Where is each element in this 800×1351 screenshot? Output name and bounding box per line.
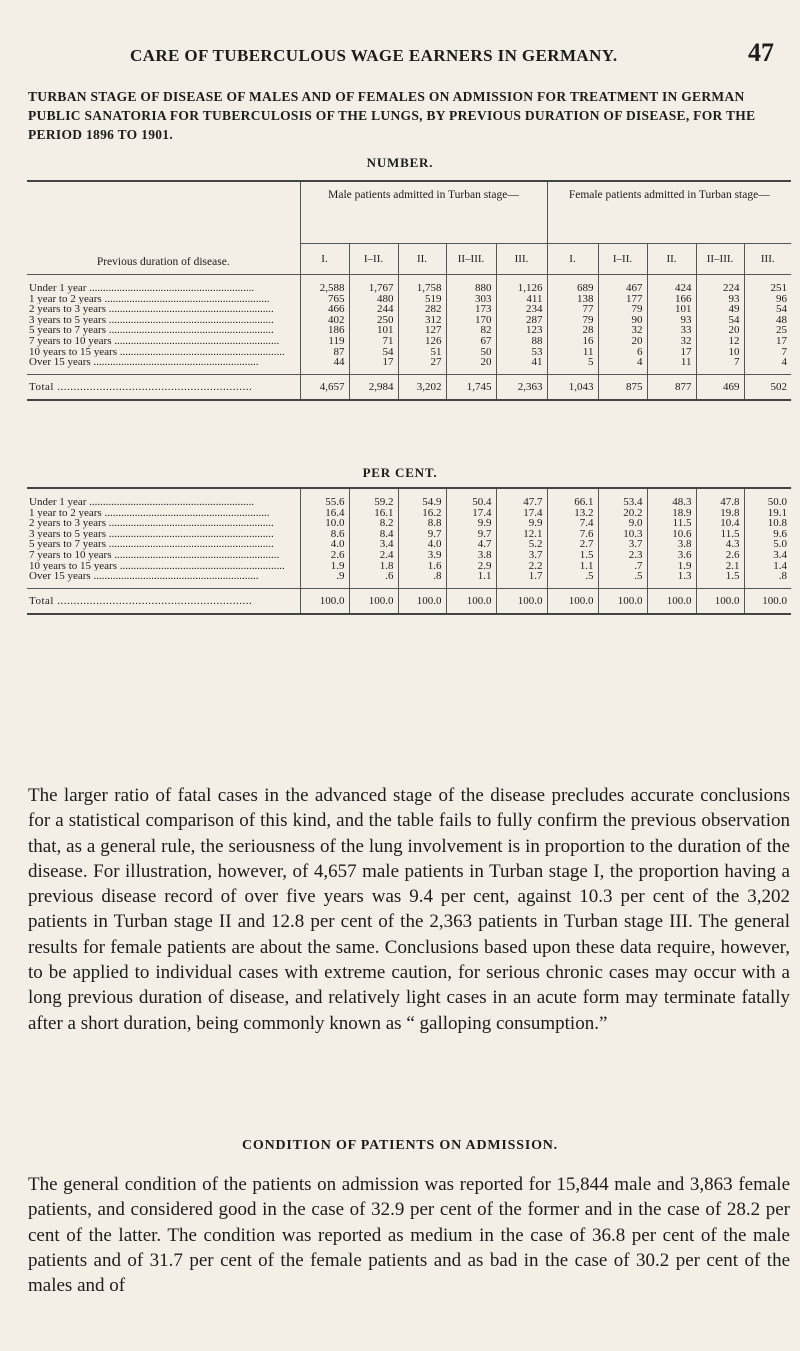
table-cell: 8.8 <box>398 518 446 529</box>
table-cell: 53 <box>496 347 547 358</box>
stage-header: II. <box>647 244 696 275</box>
table-cell: 2.1 <box>696 561 744 572</box>
stage-header: I–II. <box>598 244 647 275</box>
row-label: 3 years to 5 years ............................................................ <box>29 528 274 540</box>
table-cell: 50.0 <box>744 488 791 508</box>
total-label: Total ............................................................ <box>27 588 300 614</box>
table-cell: 67 <box>446 336 496 347</box>
stage-header: I–II. <box>349 244 398 275</box>
row-label: 5 years to 7 years ............................................................ <box>29 539 274 550</box>
table-cell: 59.2 <box>349 488 398 508</box>
table-cell: .5 <box>598 571 647 588</box>
table-cell: 119 <box>300 336 349 347</box>
table-cell: 1.9 <box>647 561 696 572</box>
table-row <box>27 315 791 326</box>
paragraph: The general condition of the patients on admission was reported for 15,844 male and 3,863 female patients, and considered good in the case of 32.9 per cent of the former and in the case of 28.2 per cent of the latter. The condition was reported as medium in the case of 36.8 per cent of the male patients and of 31.7 per cent of the female patients and as bad in the case of 30.2 per cent of the males and of <box>28 1174 790 1297</box>
table-cell: 2.9 <box>446 561 496 572</box>
total-cell: 469 <box>696 374 744 400</box>
table-cell: 41 <box>496 357 547 374</box>
total-row <box>27 374 791 400</box>
table-cell: 9.6 <box>744 529 791 540</box>
table-cell: 411 <box>496 294 547 305</box>
table-cell: 7 <box>744 347 791 358</box>
row-label: 5 years to 7 years ............................................................ <box>29 325 274 336</box>
table-cell: 1.6 <box>398 561 446 572</box>
total-cell: 502 <box>744 374 791 400</box>
table-cell: 3.7 <box>496 550 547 561</box>
table-cell: 2,588 <box>300 275 349 294</box>
table-cell: 5.0 <box>744 539 791 550</box>
table-cell: 13.2 <box>547 508 598 519</box>
total-cell: 877 <box>647 374 696 400</box>
table-cell: 123 <box>496 325 547 336</box>
table-cell: 101 <box>647 304 696 315</box>
row-label: 10 years to 15 years ............................................................ <box>29 346 285 358</box>
table-cell: 2.6 <box>696 550 744 561</box>
table-cell: 10.6 <box>647 529 696 540</box>
table-cell: 765 <box>300 294 349 305</box>
table-cell: 32 <box>598 325 647 336</box>
table-cell: 1,758 <box>398 275 446 294</box>
total-row <box>27 588 791 614</box>
table-cell: 9.9 <box>446 518 496 529</box>
table-cell: 82 <box>446 325 496 336</box>
table-cell: 12.1 <box>496 529 547 540</box>
table-cell: 77 <box>547 304 598 315</box>
table-cell: 20 <box>598 336 647 347</box>
table-cell: 2.6 <box>300 550 349 561</box>
table-row <box>27 539 791 550</box>
table-cell: 2.4 <box>349 550 398 561</box>
table-cell: 96 <box>744 294 791 305</box>
total-cell: 2,363 <box>496 374 547 400</box>
table-cell: .6 <box>349 571 398 588</box>
table-cell: 1,767 <box>349 275 398 294</box>
table-cell: 17.4 <box>446 508 496 519</box>
table-cell: 3.7 <box>598 539 647 550</box>
table-cell: 234 <box>496 304 547 315</box>
table-cell: 11 <box>647 357 696 374</box>
table-cell: 5 <box>547 357 598 374</box>
table-cell: 2.7 <box>547 539 598 550</box>
row-label: Under 1 year ............................................................ <box>29 496 255 508</box>
table-cell: 424 <box>647 275 696 294</box>
table-cell: 16.2 <box>398 508 446 519</box>
row-label: 1 year to 2 years ............................................................ <box>29 293 270 305</box>
table-cell: 54 <box>744 304 791 315</box>
table-cell: 49 <box>696 304 744 315</box>
table-cell: 18.9 <box>647 508 696 519</box>
table-cell: 6 <box>598 347 647 358</box>
row-header: Previous duration of disease. <box>27 181 300 275</box>
table-cell: 312 <box>398 315 446 326</box>
row-label: Over 15 years ............................................................ <box>29 357 259 369</box>
table-cell: 47.7 <box>496 488 547 508</box>
table-cell: 250 <box>349 315 398 326</box>
table-cell: 71 <box>349 336 398 347</box>
table-cell: 12 <box>696 336 744 347</box>
table-cell: 28 <box>547 325 598 336</box>
stage-header: I. <box>300 244 349 275</box>
table-cell: 11.5 <box>647 518 696 529</box>
stage-header: III. <box>496 244 547 275</box>
table-cell: 2.3 <box>598 550 647 561</box>
row-label: Under 1 year ............................................................ <box>29 282 255 294</box>
table-cell: 3.8 <box>446 550 496 561</box>
table-cell: 224 <box>696 275 744 294</box>
table-cell: 7.6 <box>547 529 598 540</box>
table-cell: 244 <box>349 304 398 315</box>
table-cell: 54 <box>696 315 744 326</box>
table-cell: 689 <box>547 275 598 294</box>
table-cell: 1.3 <box>647 571 696 588</box>
row-label: 7 years to 10 years ............................................................ <box>29 335 280 347</box>
table-row <box>27 550 791 561</box>
table-cell: 87 <box>300 347 349 358</box>
table-cell: 9.0 <box>598 518 647 529</box>
table-cell: 282 <box>398 304 446 315</box>
total-cell: 100.0 <box>647 588 696 614</box>
percent-section-title: PER CENT. <box>362 465 438 480</box>
table-cell: 1.7 <box>496 571 547 588</box>
stage-header: II–III. <box>696 244 744 275</box>
table-cell: 1.9 <box>300 561 349 572</box>
table-cell: 93 <box>647 315 696 326</box>
table-cell: 480 <box>349 294 398 305</box>
table-cell: 55.6 <box>300 488 349 508</box>
table-cell: 27 <box>398 357 446 374</box>
table-cell: 303 <box>446 294 496 305</box>
table-cell: 32 <box>647 336 696 347</box>
table-cell: .8 <box>744 571 791 588</box>
table-cell: 7 <box>696 357 744 374</box>
table-cell: 1,126 <box>496 275 547 294</box>
table-cell: 519 <box>398 294 446 305</box>
total-cell: 100.0 <box>598 588 647 614</box>
table-row <box>27 571 791 588</box>
table-cell: 19.1 <box>744 508 791 519</box>
table-cell: 88 <box>496 336 547 347</box>
table-cell: 20.2 <box>598 508 647 519</box>
table-cell: 138 <box>547 294 598 305</box>
table-cell: 33 <box>647 325 696 336</box>
table-cell: 466 <box>300 304 349 315</box>
table-cell: 20 <box>696 325 744 336</box>
table-cell: 251 <box>744 275 791 294</box>
table-cell: 1.5 <box>696 571 744 588</box>
percent-table <box>27 487 791 615</box>
row-label: 2 years to 3 years ............................................................ <box>29 518 274 529</box>
percent-table-body <box>27 488 791 614</box>
table-cell: 7.4 <box>547 518 598 529</box>
total-cell: 3,202 <box>398 374 446 400</box>
body-text-continued <box>28 1172 790 1298</box>
table-cell: 4.0 <box>300 539 349 550</box>
row-label: 3 years to 5 years ............................................................ <box>29 314 274 326</box>
total-cell: 100.0 <box>446 588 496 614</box>
table-cell: 166 <box>647 294 696 305</box>
table-cell: 170 <box>446 315 496 326</box>
stage-header: II–III. <box>446 244 496 275</box>
table-cell: 17 <box>349 357 398 374</box>
table-cell: 53.4 <box>598 488 647 508</box>
total-cell: 100.0 <box>349 588 398 614</box>
running-head: CARE OF TUBERCULOUS WAGE EARNERS IN GERMANY. <box>130 46 618 65</box>
table-cell: 4 <box>598 357 647 374</box>
table-cell: 1.8 <box>349 561 398 572</box>
number-table-body <box>27 275 791 401</box>
table-cell: 19.8 <box>696 508 744 519</box>
table-row <box>27 304 791 315</box>
total-cell: 875 <box>598 374 647 400</box>
total-cell: 1,745 <box>446 374 496 400</box>
table-cell: .9 <box>300 571 349 588</box>
table-cell: 4 <box>744 357 791 374</box>
table-cell: 3.8 <box>647 539 696 550</box>
table-cell: 101 <box>349 325 398 336</box>
stage-header: I. <box>547 244 598 275</box>
table-cell: 11.5 <box>696 529 744 540</box>
table-cell: 10.8 <box>744 518 791 529</box>
table-cell: 17 <box>647 347 696 358</box>
table-row <box>27 488 791 508</box>
table-cell: 79 <box>598 304 647 315</box>
body-text <box>28 783 790 1036</box>
table-cell: 54.9 <box>398 488 446 508</box>
table-cell: 10.4 <box>696 518 744 529</box>
table-row <box>27 275 791 294</box>
row-label: 2 years to 3 years ............................................................ <box>29 304 274 315</box>
table-cell: 287 <box>496 315 547 326</box>
table-cell: 1.5 <box>547 550 598 561</box>
total-label: Total ............................................................ <box>27 374 300 400</box>
table-cell: 5.2 <box>496 539 547 550</box>
table-cell: 50.4 <box>446 488 496 508</box>
table-cell: 48.3 <box>647 488 696 508</box>
table-cell: 4.3 <box>696 539 744 550</box>
total-cell: 100.0 <box>744 588 791 614</box>
row-label: Over 15 years ............................................................ <box>29 571 259 583</box>
table-cell: 3.9 <box>398 550 446 561</box>
table-cell: 66.1 <box>547 488 598 508</box>
table-cell: 8.2 <box>349 518 398 529</box>
total-cell: 100.0 <box>547 588 598 614</box>
table-cell: .5 <box>547 571 598 588</box>
number-section-title: NUMBER. <box>366 155 434 170</box>
table-cell: 48 <box>744 315 791 326</box>
table-cell: 44 <box>300 357 349 374</box>
table-cell: 9.9 <box>496 518 547 529</box>
table-cell: 127 <box>398 325 446 336</box>
table-cell: 51 <box>398 347 446 358</box>
table-cell: 9.7 <box>446 529 496 540</box>
table-cell: 16 <box>547 336 598 347</box>
section-heading: CONDITION OF PATIENTS ON ADMISSION. <box>242 1138 558 1153</box>
table-cell: 1.4 <box>744 561 791 572</box>
table-cell: 50 <box>446 347 496 358</box>
page-number: 47 <box>748 38 774 67</box>
row-label: 1 year to 2 years ............................................................ <box>29 507 270 519</box>
table-cell: 25 <box>744 325 791 336</box>
table-cell: 47.8 <box>696 488 744 508</box>
table-cell: 17 <box>744 336 791 347</box>
table-cell: 10.0 <box>300 518 349 529</box>
table-row <box>27 347 791 358</box>
total-cell: 1,043 <box>547 374 598 400</box>
male-group-header: Male patients admitted in Turban stage— <box>300 181 547 244</box>
female-group-header: Female patients admitted in Turban stage— <box>547 181 791 244</box>
table-cell: 10.3 <box>598 529 647 540</box>
total-cell: 100.0 <box>696 588 744 614</box>
table-cell: 3.6 <box>647 550 696 561</box>
table-cell: 8.6 <box>300 529 349 540</box>
total-cell: 100.0 <box>398 588 446 614</box>
stage-header: III. <box>744 244 791 275</box>
stage-header: II. <box>398 244 446 275</box>
table-cell: 16.1 <box>349 508 398 519</box>
table-cell: 17.4 <box>496 508 547 519</box>
table-cell: 3.4 <box>744 550 791 561</box>
table-caption: TURBAN STAGE OF DISEASE OF MALES AND OF FEMALES ON ADMISSION FOR TREATMENT IN GERMAN PUBLIC SANATORIA FOR TUBERCULOSIS OF THE LUNGS, BY PREVIOUS DURATION OF DISEASE, FOR THE PERIOD 1896 TO 1901. <box>28 89 756 142</box>
table-cell: 2.2 <box>496 561 547 572</box>
table-cell: 10 <box>696 347 744 358</box>
table-cell: 186 <box>300 325 349 336</box>
table-cell: .8 <box>398 571 446 588</box>
table-cell: 1.1 <box>547 561 598 572</box>
table-row <box>27 336 791 347</box>
table-cell: .7 <box>598 561 647 572</box>
table-cell: 11 <box>547 347 598 358</box>
table-cell: 90 <box>598 315 647 326</box>
table-cell: 402 <box>300 315 349 326</box>
table-cell: 3.4 <box>349 539 398 550</box>
table-cell: 4.7 <box>446 539 496 550</box>
table-cell: 93 <box>696 294 744 305</box>
table-cell: 880 <box>446 275 496 294</box>
table-cell: 467 <box>598 275 647 294</box>
table-row <box>27 325 791 336</box>
table-cell: 173 <box>446 304 496 315</box>
table-cell: 79 <box>547 315 598 326</box>
row-label: 10 years to 15 years ............................................................ <box>29 560 285 572</box>
table-row <box>27 357 791 374</box>
table-row <box>27 561 791 572</box>
total-cell: 4,657 <box>300 374 349 400</box>
total-cell: 2,984 <box>349 374 398 400</box>
table-cell: 126 <box>398 336 446 347</box>
paragraph: The larger ratio of fatal cases in the advanced stage of the disease precludes accurate conclusions for a statistical comparison of this kind, and the table fails to fully confirm the previous observation that, as a general rule, the seriousness of the lung involvement is in proportion to the duration of the disease. For illustration, however, of 4,657 male patients in Turban stage I, the proportion having a previous disease record of over five years was 9.4 per cent, against 10.3 per cent of the 3,202 patients in Turban stage II and 12.8 per cent of the 2,363 patients in Turban stage III. The general results for female patients are about the same. Conclusions based upon these data require, however, to be applied to individual cases with extreme caution, for serious chronic cases may occur with a long previous duration of disease, and relatively light cases in an acute form may terminate fatally after a short duration, being commonly known as “ galloping consumption.” <box>28 785 790 1034</box>
total-cell: 100.0 <box>300 588 349 614</box>
table-cell: 20 <box>446 357 496 374</box>
total-cell: 100.0 <box>496 588 547 614</box>
table-cell: 177 <box>598 294 647 305</box>
table-row <box>27 529 791 540</box>
table-cell: 9.7 <box>398 529 446 540</box>
row-label: 7 years to 10 years ............................................................ <box>29 549 280 561</box>
table-cell: 1.1 <box>446 571 496 588</box>
table-cell: 4.0 <box>398 539 446 550</box>
number-table <box>27 180 791 401</box>
table-cell: 8.4 <box>349 529 398 540</box>
table-cell: 54 <box>349 347 398 358</box>
table-cell: 16.4 <box>300 508 349 519</box>
